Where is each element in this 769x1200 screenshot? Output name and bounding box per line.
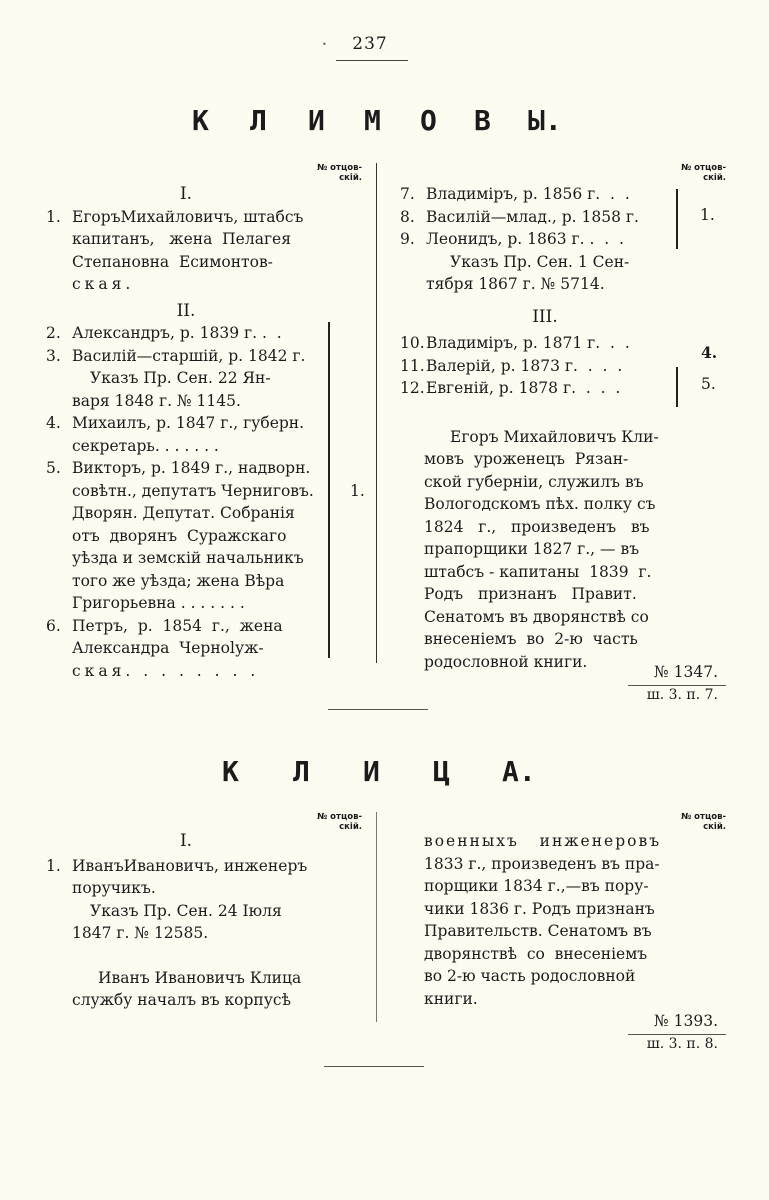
father-column-header bbox=[300, 812, 362, 832]
note-line: порщики 1834 г.,—въ пору- bbox=[424, 877, 649, 895]
entry-number: 1. bbox=[46, 856, 61, 875]
entry-line: Владиміръ, р. 1871 г. . . bbox=[426, 334, 630, 352]
record-number: № 1393. bbox=[654, 1012, 718, 1030]
entry-number: 4. bbox=[46, 414, 61, 432]
header-line: № отцов- bbox=[681, 812, 726, 822]
header-line: № отцов- bbox=[681, 163, 726, 173]
bracket-line bbox=[676, 367, 678, 407]
note-line: штабсъ - капитаны 1839 г. bbox=[424, 562, 652, 581]
entry-number: 8. bbox=[400, 207, 415, 226]
entry-line: Александръ, р. 1839 г. . . bbox=[72, 324, 282, 342]
entry-line: Василій—старшій, р. 1842 г. bbox=[72, 346, 306, 365]
entry-line: Владиміръ, р. 1856 г. . . bbox=[426, 185, 630, 203]
note-line: 1824 г., произведенъ въ bbox=[424, 517, 650, 536]
person-entry bbox=[46, 322, 326, 345]
title-letter: А. bbox=[502, 755, 536, 788]
entry-line: Указъ Пр. Сен. 1 Сен- bbox=[450, 252, 630, 271]
record-rule bbox=[628, 685, 726, 686]
title-letter: Л bbox=[250, 104, 267, 137]
father-column-header-right bbox=[660, 163, 726, 183]
generation-label: III. bbox=[532, 306, 558, 327]
note-line: внесеніемъ во 2-ю часть bbox=[424, 630, 638, 648]
decree-entry bbox=[46, 900, 326, 945]
klimovy-left-column bbox=[46, 183, 326, 682]
generation-label: I. bbox=[179, 184, 193, 204]
father-number: 4. bbox=[701, 343, 718, 362]
entry-line: уѣзда и земскій начальникъ bbox=[72, 549, 304, 567]
header-line: скій. bbox=[339, 822, 362, 832]
person-entry bbox=[46, 855, 326, 900]
title-letter: М bbox=[364, 104, 381, 137]
print-speck: • bbox=[322, 40, 327, 49]
entry-line: 1847 г. № 12585. bbox=[72, 924, 209, 942]
title-letter: И bbox=[363, 755, 380, 788]
entry-line: ИванъИвановичъ, инженеръ bbox=[72, 856, 308, 875]
bracket-line bbox=[676, 189, 678, 249]
entry-line: Евгеній, р. 1878 г. . . . bbox=[426, 379, 621, 397]
entry-line: капитанъ, жена Пелагея bbox=[72, 230, 292, 248]
entry-number: 3. bbox=[46, 346, 61, 365]
father-number: 1. bbox=[700, 206, 715, 224]
entry-line: совѣтн., депутатъ Черниговъ. bbox=[72, 481, 314, 500]
note-line: 1833 г., произведенъ въ пра- bbox=[424, 854, 660, 873]
section-divider bbox=[328, 709, 428, 710]
entry-line: поручикъ. bbox=[72, 879, 156, 897]
klitsa-left-column bbox=[46, 830, 326, 1012]
header-line: скій. bbox=[703, 822, 726, 832]
page-number: 237 bbox=[352, 34, 388, 54]
note-line: военныхъ инженеровъ bbox=[424, 832, 662, 850]
note-line: чики 1836 г. Родъ признанъ bbox=[424, 899, 655, 918]
entry-line: ская. . . . . . . . bbox=[72, 661, 260, 680]
note-line: во 2-ю часть родословной bbox=[424, 967, 636, 985]
note-line: Родъ признанъ Правит. bbox=[424, 585, 637, 603]
entry-line: отъ дворянъ Суражскаго bbox=[72, 526, 287, 545]
entry-line: того же уѣзда; жена Вѣра bbox=[72, 571, 285, 590]
person-entry bbox=[400, 355, 690, 378]
header-line: № отцов- bbox=[317, 163, 362, 173]
entry-number: 11. bbox=[400, 356, 425, 375]
entry-line: Степановна Есимонтов- bbox=[72, 252, 273, 271]
decree-entry bbox=[46, 367, 326, 412]
person-entry bbox=[400, 206, 690, 229]
entry-line: Александра Черноlуж- bbox=[72, 639, 264, 657]
biography-note bbox=[400, 426, 684, 674]
record-reference: ш. 3. п. 8. bbox=[646, 1036, 718, 1052]
title-letter: В bbox=[474, 104, 491, 137]
title-letter: И bbox=[308, 104, 325, 137]
note-line: службу началъ въ корпусѣ bbox=[72, 991, 291, 1009]
header-line: № отцов- bbox=[317, 812, 362, 822]
title-letter: К bbox=[222, 755, 239, 788]
entry-line: Указъ Пр. Сен. 24 Іюля bbox=[90, 901, 282, 920]
entry-line: Петръ, р. 1854 г., жена bbox=[72, 616, 283, 635]
note-line: Иванъ Ивановичъ Клица bbox=[98, 968, 302, 987]
note-line: Егоръ Михайловичъ Кли- bbox=[450, 427, 659, 446]
klitsa-right-column bbox=[424, 830, 694, 1010]
father-column-header bbox=[300, 163, 362, 183]
entry-line: секретарь. . . . . . . bbox=[72, 436, 219, 455]
generation-label: II. bbox=[176, 300, 196, 321]
entry-line: ЕгоръМихайловичъ, штабсъ bbox=[72, 207, 304, 226]
header-line: скій. bbox=[339, 173, 362, 183]
note-line: ской губерніи, служилъ въ bbox=[424, 472, 644, 491]
person-entry bbox=[46, 412, 326, 457]
person-entry bbox=[46, 457, 326, 615]
note-line: Сенатомъ въ дворянствѣ со bbox=[424, 607, 649, 626]
person-entry bbox=[400, 332, 690, 355]
title-letter: О bbox=[420, 104, 437, 137]
biography-note bbox=[46, 967, 326, 1012]
note-line: книги. bbox=[424, 989, 478, 1008]
note-line: Вологодскомъ пѣх. полку съ bbox=[424, 495, 656, 513]
record-number: № 1347. bbox=[654, 663, 718, 681]
entry-number: 9. bbox=[400, 230, 415, 248]
father-column-header-right bbox=[660, 812, 726, 832]
title-letter: Л bbox=[293, 755, 310, 788]
entry-line: Викторъ, р. 1849 г., надворн. bbox=[72, 459, 311, 477]
entry-line: Михаилъ, р. 1847 г., губерн. bbox=[72, 414, 305, 432]
person-entry bbox=[400, 377, 690, 400]
father-number: 1. bbox=[350, 482, 365, 500]
entry-number: 2. bbox=[46, 324, 61, 342]
note-line: мовъ уроженецъ Рязан- bbox=[424, 450, 629, 468]
person-entry bbox=[46, 345, 326, 368]
page-number-rule bbox=[336, 60, 408, 61]
entry-number: 5. bbox=[46, 459, 61, 477]
column-rule bbox=[376, 812, 377, 1022]
entry-number: 12. bbox=[400, 379, 425, 397]
entry-line: ская. bbox=[72, 275, 135, 293]
entry-number: 1. bbox=[46, 207, 61, 226]
entry-line: варя 1848 г. № 1145. bbox=[72, 391, 241, 410]
note-line: прапорщики 1827 г., — въ bbox=[424, 540, 640, 558]
person-entry bbox=[400, 183, 690, 206]
klimovy-right-column bbox=[400, 183, 690, 673]
person-entry bbox=[400, 228, 690, 251]
record-reference: ш. 3. п. 7. bbox=[646, 687, 718, 703]
entry-line: тября 1867 г. № 5714. bbox=[426, 275, 605, 293]
column-rule bbox=[376, 163, 377, 663]
bracket-line bbox=[328, 322, 330, 658]
entry-line: Валерій, р. 1873 г. . . . bbox=[426, 356, 623, 375]
generation-label: I. bbox=[179, 831, 193, 851]
entry-number: 7. bbox=[400, 185, 415, 203]
entry-line: Василій—млад., р. 1858 г. bbox=[426, 207, 639, 226]
entry-line: Дворян. Депутат. Собранія bbox=[72, 504, 295, 522]
father-number: 5. bbox=[701, 375, 716, 393]
entry-number: 6. bbox=[46, 616, 61, 635]
decree-entry bbox=[400, 251, 690, 296]
header-line: скій. bbox=[703, 173, 726, 183]
record-rule bbox=[628, 1034, 726, 1035]
title-letter: Ы. bbox=[528, 104, 562, 137]
entry-number: 10. bbox=[400, 334, 425, 352]
note-line: дворянствѣ со внесеніемъ bbox=[424, 944, 648, 963]
entry-line: Леонидъ, р. 1863 г. . . . bbox=[426, 230, 624, 248]
note-line: родословной книги. bbox=[424, 652, 588, 671]
title-letter: К bbox=[192, 104, 209, 137]
entry-line: Григорьевна . . . . . . . bbox=[72, 594, 245, 612]
section-divider bbox=[324, 1066, 424, 1067]
entry-line: Указъ Пр. Сен. 22 Ян- bbox=[90, 369, 271, 387]
title-letter: Ц bbox=[433, 755, 450, 788]
person-entry bbox=[46, 615, 326, 683]
note-line: Правительств. Сенатомъ въ bbox=[424, 922, 652, 940]
person-entry bbox=[46, 206, 326, 296]
